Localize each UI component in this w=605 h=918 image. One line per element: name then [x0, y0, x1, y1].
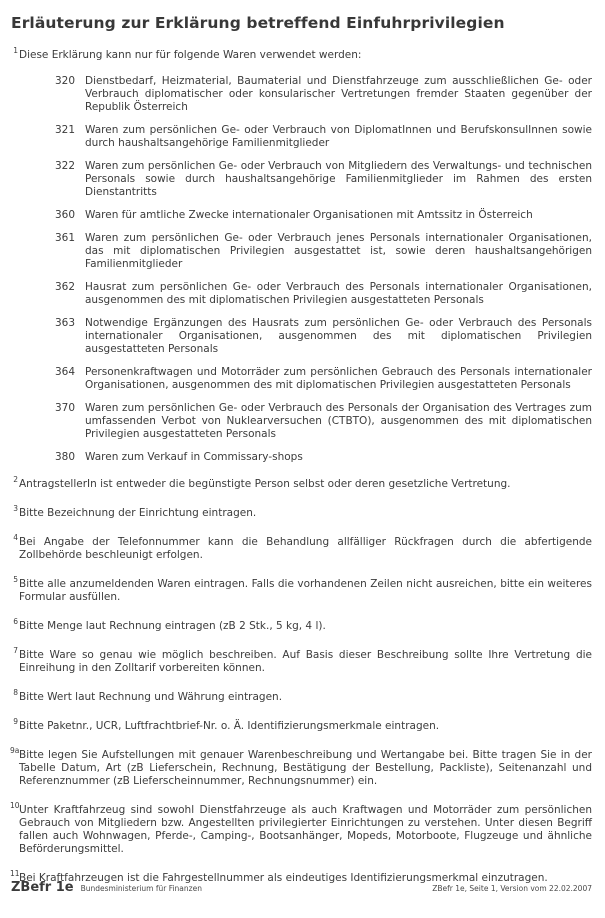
goods-item-363 [55, 317, 592, 356]
footnote-number: 5 [13, 575, 18, 584]
footnote-1 [13, 46, 592, 62]
footnote-7 [13, 646, 592, 675]
footnote-number: 3 [13, 504, 18, 513]
page-footer [11, 880, 592, 895]
goods-description: Waren zum Verkauf in Commissary-shops [85, 451, 303, 463]
footnote-3 [13, 504, 592, 520]
goods-description: Waren zum persönlichen Ge- oder Verbrauch des Personals der Organisation des Vertrages zum umfassenden Verbot von Nuklearversuchen (CTBTO), ausgenommen des mit diplomatischen Privilegien ausgestatteten Personals [85, 402, 592, 440]
footnote-text: Bei Kraftfahrzeugen ist die Fahrgestellnummer als eindeutiges Identifizierungsmerkmal einzutragen. [19, 872, 548, 884]
footnote-text: Unter Kraftfahrzeug sind sowohl Dienstfahrzeuge als auch Kraftwagen und Motorräder zum persönlichen Gebrauch von Mitgliedern bzw. Angestellten privilegierter Einrichtungen zu verstehen. Unter diesen Begriff fallen auch Wohnwagen, Pferde-, Camping-, Bootsanhänger, Mopeds, Motorboote, Flugzeuge und ähnliche Beförderungsmittel. [19, 804, 592, 855]
page-title: Erläuterung zur Erklärung betreffend Einfuhrprivilegien [11, 14, 505, 32]
footnote-number: 9 [13, 717, 18, 726]
goods-code: 321 [55, 124, 76, 136]
goods-item-361 [55, 232, 592, 271]
goods-description: Waren zum persönlichen Ge- oder Verbrauch von Mitgliedern des Verwaltungs- und technischen Personals sowie durch haushaltsangehörige Familienmitglieder im Rahmen des ersten Dienstantritts [85, 160, 592, 198]
goods-code: 320 [55, 75, 76, 87]
goods-description: Waren für amtliche Zwecke internationaler Organisationen mit Amtssitz in Österreich [85, 209, 533, 221]
footer-left [11, 880, 202, 895]
goods-description: Dienstbedarf, Heizmaterial, Baumaterial und Dienstfahrzeuge zum ausschließlichen Ge- oder Verbrauch diplomatischer oder konsularischer Vertretungen fremder Staaten gegenüber der Republik Österreich [85, 75, 592, 113]
goods-item-380 [55, 451, 592, 464]
goods-code: 380 [55, 451, 76, 463]
footnote-text: Bei Angabe der Telefonnummer kann die Behandlung allfälliger Rückfragen durch die abfertigende Zollbehörde beschleunigt erfolgen. [19, 536, 592, 561]
footnote-number: 4 [13, 533, 18, 542]
goods-item-320 [55, 75, 592, 114]
footnote-10 [10, 801, 592, 856]
goods-item-360 [55, 209, 592, 222]
footnote-number: 6 [13, 617, 18, 626]
goods-code-list [11, 75, 592, 464]
goods-item-362 [55, 281, 592, 307]
goods-description: Personenkraftwagen und Motorräder zum persönlichen Gebrauch des Personals internationaler Organisationen, ausgenommen des mit diplomatischen Privilegien ausgestatteten Personals [85, 366, 592, 391]
footnote-number: 10 [10, 801, 20, 810]
footnote-number: 7 [13, 646, 18, 655]
footnote-text: Bitte legen Sie Aufstellungen mit genauer Warenbeschreibung und Wertangabe bei. Bitte tragen Sie in der Tabelle Datum, Art (zB Lieferschein, Rechnung, Bestätigung der Bestellung, Packliste), Seitenanzahl und Referenznummer (zB Lieferscheinnummer, Rechnungsnummer) ein. [19, 749, 592, 787]
goods-item-364 [55, 366, 592, 392]
goods-description: Hausrat zum persönlichen Ge- oder Verbrauch des Personals internationaler Organisationen, ausgenommen des mit diplomatischen Privilegien ausgestatteten Personals [85, 281, 592, 306]
footnote-9 [13, 717, 592, 733]
goods-code: 363 [55, 317, 76, 329]
footnotes-section [10, 475, 592, 885]
goods-description: Waren zum persönlichen Ge- oder Verbrauch von DiplomatInnen und BerufskonsulInnen sowie durch haushaltsangehörige Familienmitglieder [85, 124, 592, 149]
form-code: ZBefr 1e [11, 880, 74, 895]
footnote-number: 11 [10, 869, 20, 878]
footnote-text: Bitte Ware so genau wie möglich beschreiben. Auf Basis dieser Beschreibung sollte Ihre Vertretung die Einreihung in den Zolltarif vorbereiten können. [19, 649, 592, 674]
footnote-5 [13, 575, 592, 604]
goods-description: Waren zum persönlichen Ge- oder Verbrauch jenes Personals internationaler Organisationen, das mit diplomatischen Privilegien ausgestattet ist, sowie deren haushaltsangehörigen Familienmitglieder [85, 232, 592, 270]
footnote-text: Bitte Paketnr., UCR, Luftfrachtbrief-Nr. o. Ä. Identifizierungsmerkmale eintragen. [19, 720, 440, 732]
footnote-text: Bitte Menge laut Rechnung eintragen (zB 2 Stk., 5 kg, 4 l). [19, 620, 326, 632]
footnote-text: AntragstellerIn ist entweder die begünstigte Person selbst oder deren gesetzliche Vertretung. [19, 478, 511, 490]
footnote-2 [13, 475, 592, 491]
footnote-number: 2 [13, 475, 18, 484]
footnote-number: 8 [13, 688, 18, 697]
goods-code: 360 [55, 209, 76, 221]
goods-item-322 [55, 160, 592, 199]
issuer-name: Bundesministerium für Finanzen [80, 884, 202, 893]
footnote-text: Bitte Bezeichnung der Einrichtung eintragen. [19, 507, 257, 519]
goods-code: 364 [55, 366, 76, 378]
version-info: ZBefr 1e, Seite 1, Version vom 22.02.2007 [432, 884, 592, 893]
footnote-text: Bitte alle anzumeldenden Waren eintragen. Falls die vorhandenen Zeilen nicht ausreichen, bitte ein weiteres Formular ausfüllen. [19, 578, 592, 603]
footnote-6 [13, 617, 592, 633]
goods-code: 322 [55, 160, 76, 172]
footnote-9a [10, 746, 592, 788]
footnote-text: Diese Erklärung kann nur für folgende Waren verwendet werden: [19, 49, 362, 61]
goods-code: 362 [55, 281, 76, 293]
footnote-number: 1 [13, 46, 18, 55]
goods-item-370 [55, 402, 592, 441]
footnote-4 [13, 533, 592, 562]
goods-code: 370 [55, 402, 76, 414]
goods-code: 361 [55, 232, 76, 244]
goods-item-321 [55, 124, 592, 150]
footnote-8 [13, 688, 592, 704]
goods-description: Notwendige Ergänzungen des Hausrats zum persönlichen Ge- oder Verbrauch des Personals internationaler Organisationen, ausgenommen des mit diplomatischen Privilegien ausgestatteten Personals [85, 317, 592, 355]
footnote-number: 9a [10, 746, 20, 755]
footnote-text: Bitte Wert laut Rechnung und Währung eintragen. [19, 691, 283, 703]
